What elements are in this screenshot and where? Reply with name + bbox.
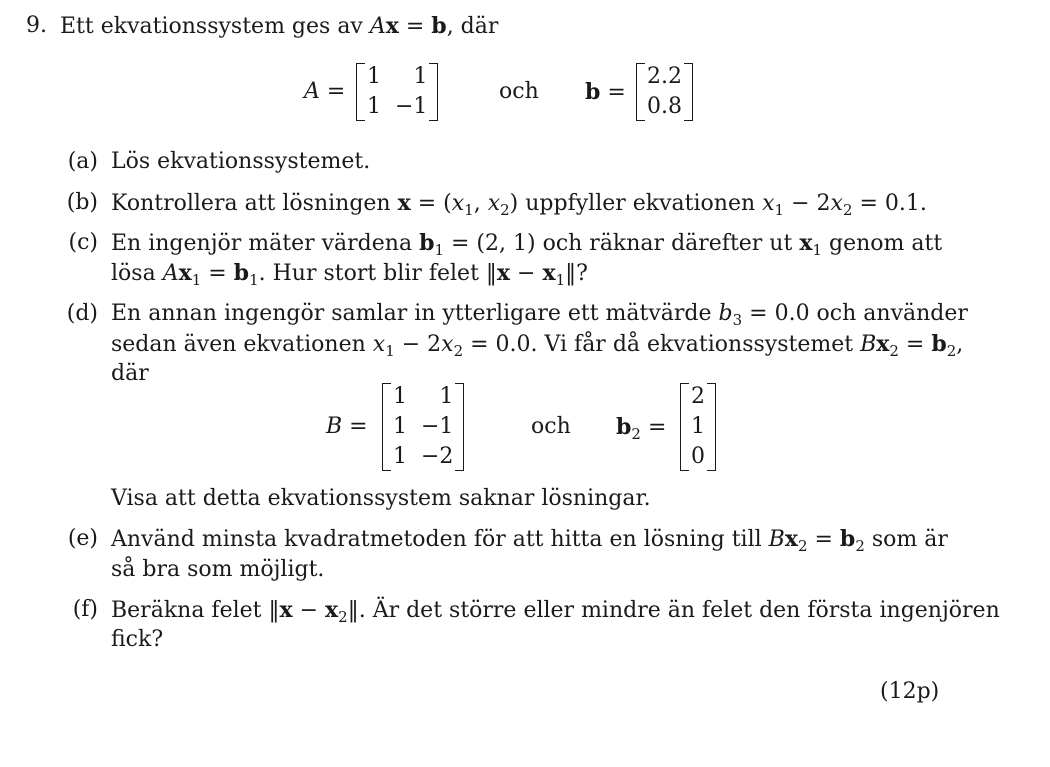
matrix-a-label: A = [304,79,346,104]
matrix-b-label: B = [326,414,368,439]
part-c-line1: En ingenjör mäter värdena $b_1 = (2$, 1) och räknar därefter ut $x_1$ genom att [111,230,943,259]
part-c-line2: lösa $Ax_1 = b_1$. Hur stort blir felet ‖x − $x_1‖$? [111,260,588,289]
part-a-text: Lös ekvationssystemet. [111,149,371,174]
problem-intro: Ett ekvationssystem ges av Ax = b, där [60,13,499,39]
part-a-label: (a) [67,149,98,174]
part-e-line1: Använd minsta kvadratmetoden för att hitta en lösning till $Bx_2 = b_2$ som är [111,526,948,555]
part-e-label: (e) [67,526,98,551]
problem-number: 9. [26,13,47,38]
part-f-label: (f) [72,597,98,622]
part-b-text: Kontrollera att lösningen $x = (x_1$, $x_2$) uppfyller ekvationen $x_1 - 2x_2 = 0.1$. [111,190,927,219]
vector-b2: 2 1 0 [680,383,716,471]
part-d-line2: sedan även ekvationen $x_1 - 2x_2 = 0.0$. Vi får då ekvationssystemet $Bx_2 = b_2$, [111,331,964,360]
part-c-label: (c) [68,230,98,255]
part-d-line3: där [111,361,149,386]
part-d-line1: En annan ingengör samlar in ytterligare ett mätvärde $b_3 = 0.0$ och använder [111,301,968,329]
matrix-b: 1 1 1 −1 1 −2 [382,383,464,471]
och-label-2: och [531,414,571,439]
part-d-label: (d) [66,301,98,326]
part-e-line2: så bra som möjligt. [111,557,325,582]
part-b-label: (b) [66,190,98,215]
vector-b2-label: $b_2$ = [616,414,667,443]
vector-b: 2.2 0.8 [636,63,693,121]
part-f-line2: fick? [111,627,164,652]
vector-b-label: b = [585,79,626,105]
part-f-line1: Beräkna felet ‖x − $x_2‖$. Är det större eller mindre än felet den första ingenjören [111,597,1000,626]
part-d-after: Visa att detta ekvationssystem saknar lösningar. [111,486,651,511]
och-label: och [499,79,539,104]
matrix-a: 1 1 1 −1 [356,63,438,121]
points-label: (12p) [880,679,940,704]
